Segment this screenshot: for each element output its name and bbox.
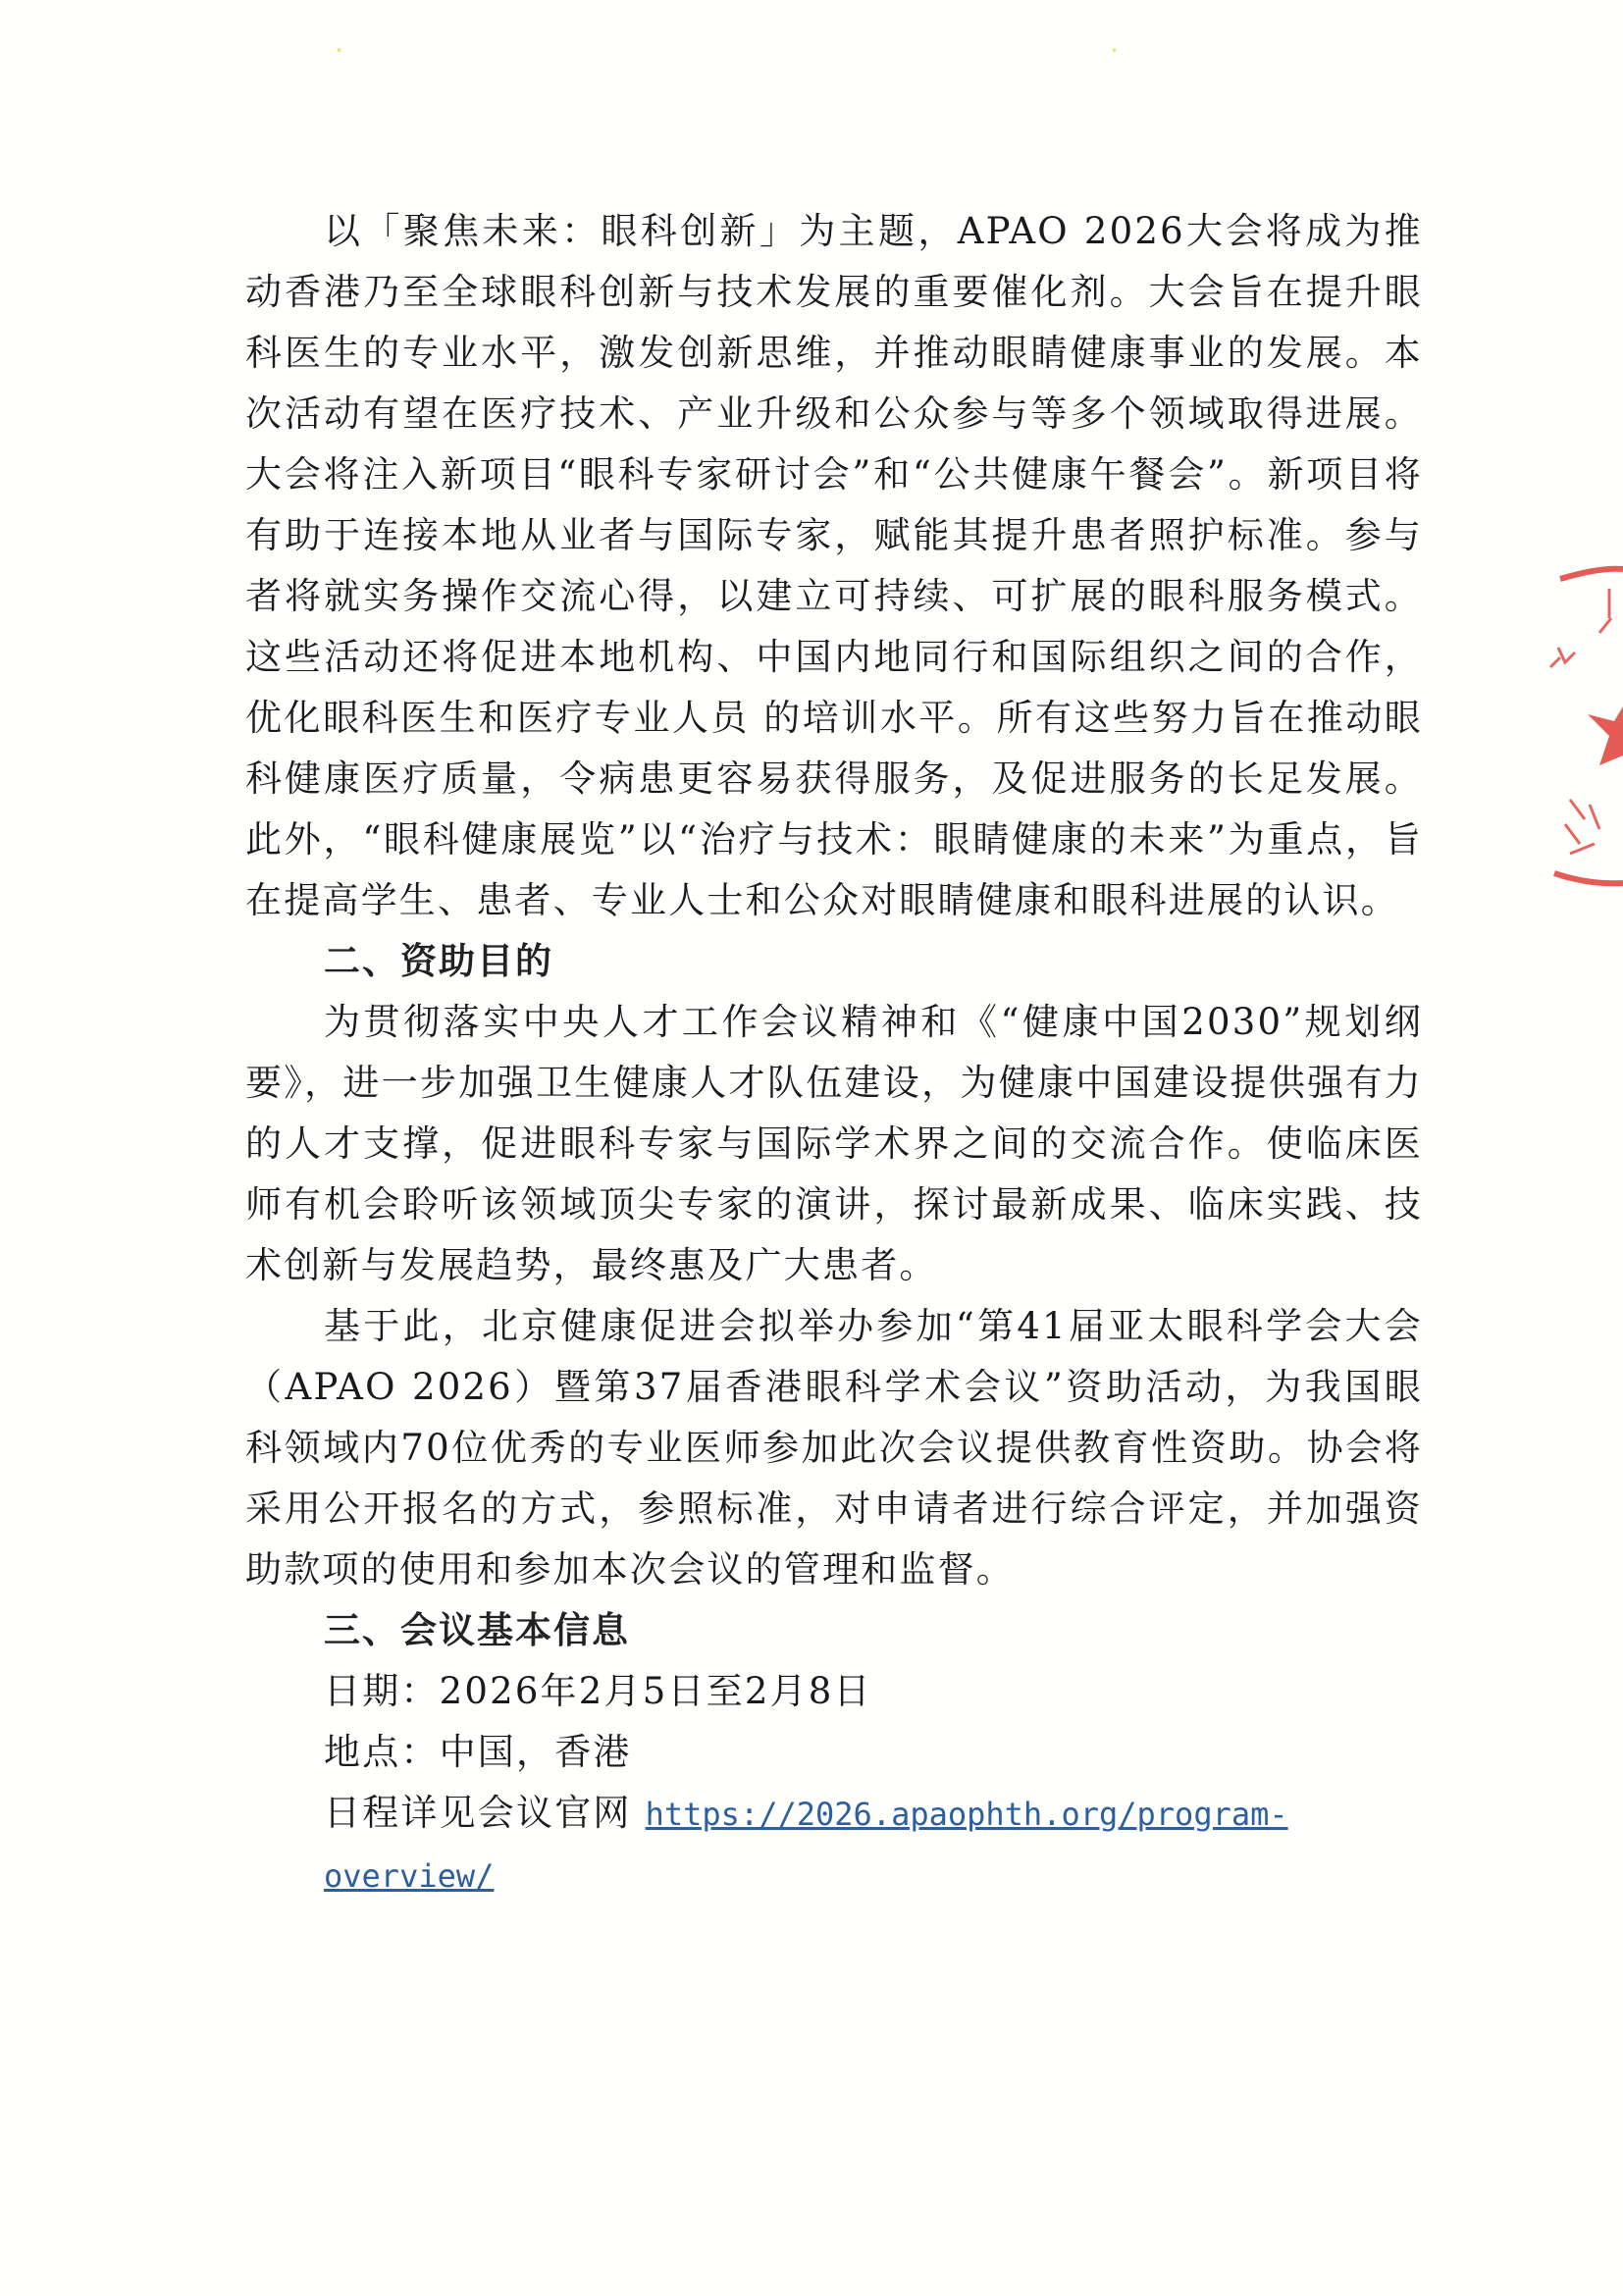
scan-artifact: [1113, 48, 1116, 52]
section-heading-funding-purpose: 二、资助目的: [324, 940, 553, 982]
meeting-schedule: [245, 1783, 1423, 1906]
intro-paragraph: 以「聚焦未来：眼科创新」为主题，APAO 2026大会将成为推动香港乃至全球眼科创新与技术发展的重要催化剂。大会旨在提升眼科医生的专业水平，激发创新思维，并推动眼睛健康事业的发展。本次活动有望在医疗技术、产业升级和公众参与等多个领域取得进展。大会将注入新项目“眼科专家研讨会”和“公共健康午餐会”。新项目将有助于连接本地从业者与国际专家，赋能其提升患者照护标准。参与者将就实务操作交流心得，以建立可持续、可扩展的眼科服务模式。这些活动还将促进本地机构、中国内地同行和国际组织之间的合作，优化眼科医生和医疗专业人员 的培训水平。所有这些努力旨在推动眼科健康医疗质量，令病患更容易获得服务，及促进服务的长足发展。此外，“眼科健康展览”以“治疗与技术：眼睛健康的未来”为重点，旨在提高学生、患者、专业人士和公众对眼睛健康和眼科进展的认识。: [245, 210, 1423, 921]
scan-artifact: [338, 48, 340, 52]
meeting-date: 日期：2026年2月5日至2月8日: [324, 1670, 872, 1712]
funding-purpose-paragraph: 为贯彻落实中央人才工作会议精神和《“健康中国2030”规划纲要》，进一步加强卫生健康人才队伍建设，为健康中国建设提供强有力的人才支撑，促进眼科专家与国际学术界之间的交流合作。使临床医师有机会聆听该领域顶尖专家的演讲，探讨最新成果、临床实践、技术创新与发展趋势，最终惠及广大患者。: [245, 1001, 1423, 1286]
program-overview-link[interactable]: https://2026.apaophth.org/program-overview/: [324, 1796, 1288, 1895]
document-body: [245, 201, 1423, 1906]
official-seal-stamp: [1541, 559, 1623, 893]
meeting-location: 地点：中国，香港: [324, 1731, 632, 1773]
funding-activity-paragraph: 基于此，北京健康促进会拟举办参加“第41届亚太眼科学会大会（APAO 2026）暨第37届香港眼科学术会议”资助活动，为我国眼科领域内70位优秀的专业医师参加此次会议提供教育性资助。协会将采用公开报名的方式，参照标准，对申请者进行综合评定，并加强资助款项的使用和参加本次会议的管理和监督。: [245, 1305, 1423, 1591]
section-heading-meeting-info: 三、会议基本信息: [324, 1609, 630, 1651]
seal-icon: [1541, 559, 1623, 893]
schedule-label: 日程详见会议官网: [324, 1792, 632, 1834]
